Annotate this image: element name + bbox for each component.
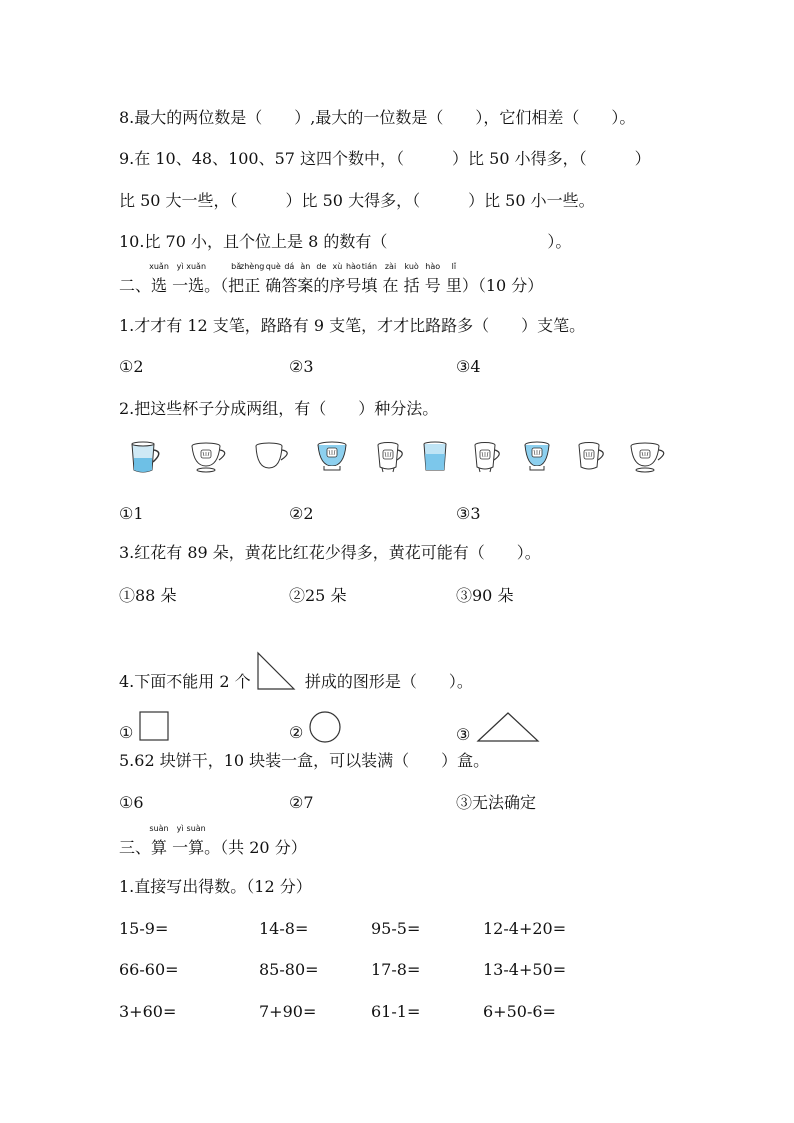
ruby-char: bǎ 把 — [228, 262, 245, 295]
question-9-line-1: 9.在 10、48、100、57 这四个数中，（ ）比 50 小得多，（ ） — [119, 149, 651, 168]
calc-item: 13-4+50= — [483, 960, 567, 979]
ruby-char: kuò 括 — [403, 262, 420, 295]
calc-item: 14-8= — [259, 919, 309, 938]
ruby-char: hào 号 — [424, 262, 441, 295]
heading-punct: 。（ — [204, 276, 229, 295]
ruby-char: zhèng 正 — [240, 262, 265, 295]
section-2-heading — [119, 262, 544, 296]
ruby-char: xuǎn 选 — [186, 262, 207, 295]
section-2-question-2: 2.把这些杯子分成两组，有（ ）种分法。 — [119, 399, 439, 418]
teacup-icon — [188, 440, 232, 476]
square-icon — [138, 710, 170, 742]
option-marker: ① — [119, 723, 134, 742]
calc-item: 12-4+20= — [483, 919, 567, 938]
option-3: ③3 — [456, 504, 481, 523]
calc-item: 61-1= — [371, 1002, 421, 1021]
option-1: ①88 朵 — [119, 586, 177, 605]
option-2: ②2 — [289, 504, 314, 523]
section-2-question-1: 1.才才有 12 支笔，路路有 9 支笔，才才比路路多（ ）支笔。 — [119, 316, 586, 335]
option-3: ③90 朵 — [456, 586, 514, 605]
ruby-char: què 确 — [265, 262, 282, 295]
option-3: ③无法确定 — [456, 793, 537, 812]
section-number: 三、 — [119, 838, 152, 857]
option-2 — [289, 710, 342, 744]
ruby-char: àn 案 — [297, 262, 314, 295]
triangle-icon — [475, 710, 541, 744]
ruby-char: lǐ 里 — [445, 262, 462, 295]
question-8: 8.最大的两位数是（ ）,最大的一位数是（ ），它们相差（ ）。 — [119, 108, 636, 127]
section-3-question-1: 1.直接写出得数。（12 分） — [119, 877, 312, 896]
ruby-char: hào 号 — [345, 262, 362, 295]
ruby-char: de 的 — [313, 262, 330, 295]
question-text-start: 4.下面不能用 2 个 — [119, 672, 251, 691]
option-2: ②25 朵 — [289, 586, 347, 605]
ruby-char: xù 序 — [329, 262, 346, 295]
ruby-char: dá 答 — [281, 262, 298, 295]
option-1: ①1 — [119, 504, 144, 523]
calc-item: 95-5= — [371, 919, 421, 938]
right-triangle-icon — [256, 651, 300, 693]
ruby-char: tián 填 — [361, 262, 378, 295]
calc-item: 17-8= — [371, 960, 421, 979]
option-3 — [456, 710, 541, 745]
mug-icon — [373, 440, 413, 476]
calc-item: 3+60= — [119, 1002, 177, 1021]
cup-icon — [312, 440, 356, 476]
option-3: ③4 — [456, 357, 481, 376]
section-score: 。（共 20 分） — [204, 838, 307, 857]
option-2: ②7 — [289, 793, 314, 812]
section-2-question-5: 5.62 块饼干，10 块装一盒，可以装满（ ）盒。 — [119, 751, 490, 770]
cup-icon — [520, 440, 560, 476]
ruby-char: yì 一 — [172, 824, 189, 857]
calc-item: 85-80= — [259, 960, 319, 979]
calc-item: 15-9= — [119, 919, 169, 938]
ruby-char: yì 一 — [172, 262, 189, 295]
teacup-icon — [251, 440, 295, 476]
section-score: ）（10 分） — [461, 276, 544, 295]
calc-item: 7+90= — [259, 1002, 317, 1021]
option-1: ①2 — [119, 357, 144, 376]
ruby-char: xuǎn 选 — [149, 262, 169, 295]
option-1 — [119, 710, 170, 743]
mug-icon — [470, 440, 510, 476]
option-marker: ③ — [456, 725, 471, 744]
question-9-line-2: 比 50 大一些，（ ）比 50 大得多，（ ）比 50 小一些。 — [119, 191, 595, 210]
cup-icon — [128, 440, 168, 476]
section-number: 二、 — [119, 276, 152, 295]
ruby-char: suàn 算 — [186, 824, 206, 857]
calc-item: 66-60= — [119, 960, 179, 979]
cups-illustration — [0, 440, 794, 480]
section-2-question-4 — [119, 651, 473, 693]
ruby-char: zài 在 — [382, 262, 399, 295]
question-text-end: 拼成的图形是（ ）。 — [304, 672, 473, 691]
circle-icon — [308, 710, 342, 744]
calc-item: 6+50-6= — [483, 1002, 556, 1021]
option-1: ①6 — [119, 793, 144, 812]
question-10: 10.比 70 小，且个位上是 8 的数有（ ）。 — [119, 232, 572, 251]
teacup-icon — [627, 440, 671, 476]
mug-icon — [574, 440, 614, 476]
section-2-question-3: 3.红花有 89 朵，黄花比红花少得多，黄花可能有（ ）。 — [119, 543, 541, 562]
option-2: ②3 — [289, 357, 314, 376]
ruby-char: suàn 算 — [149, 824, 169, 857]
glass-icon — [421, 440, 457, 476]
option-marker: ② — [289, 723, 304, 742]
section-3-heading — [119, 824, 307, 858]
